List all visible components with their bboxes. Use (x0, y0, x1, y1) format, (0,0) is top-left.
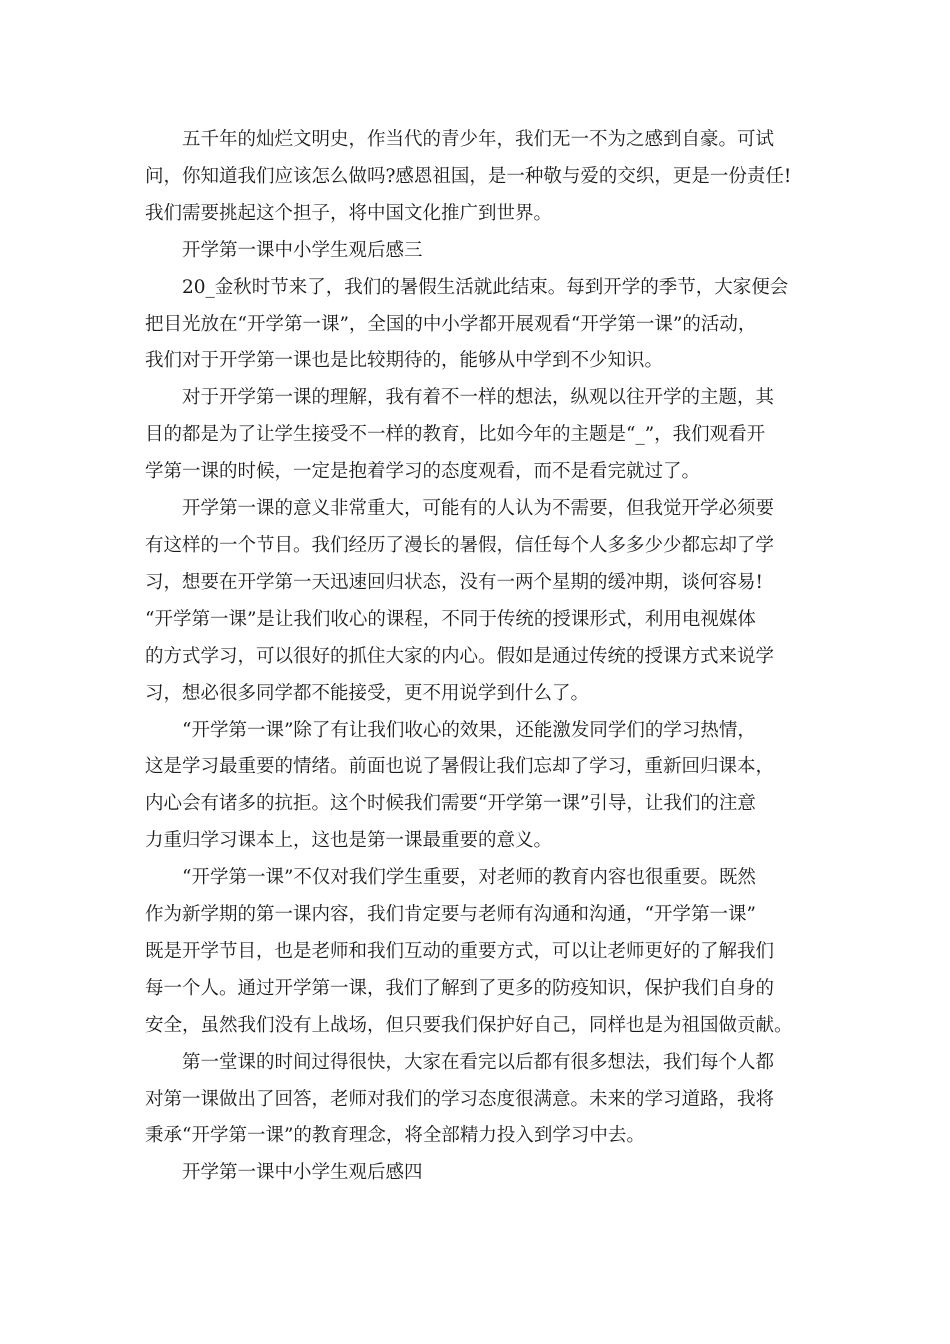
text-line: 每一个人。通过开学第一课，我们了解到了更多的防疫知识，保护我们自身的 (145, 977, 775, 999)
text-line: 开学第一课的意义非常重大，可能有的人认为不需要，但我觉开学必须要 (182, 498, 775, 520)
text-line: 习，想必很多同学都不能接受，更不用说学到什么了。 (145, 682, 590, 704)
text-line: 这是学习最重要的情绪。前面也说了暑假让我们忘却了学习，重新回归课本， (145, 756, 775, 778)
text-line: 对第一课做出了回答，老师对我们的学习态度很满意。未来的学习道路，我将 (145, 1088, 775, 1110)
paragraph (145, 1045, 807, 1156)
text-line: 对于开学第一课的理解，我有着不一样的想法，纵观以往开学的主题，其 (182, 387, 775, 409)
paragraph (145, 713, 807, 861)
text-line: 我们需要挑起这个担子，将中国文化推广到世界。 (145, 202, 553, 224)
paragraph (145, 270, 807, 381)
text-line: 有这样的一个节目。我们经历了漫长的暑假，信任每个人多多少少都忘却了学 (145, 534, 775, 556)
text-line: “开学第一课”除了有让我们收心的效果，还能激发同学们的学习热情， (182, 719, 756, 741)
text-line: 20_金秋时节来了，我们的暑假生活就此结束。每到开学的季节，大家便会 (182, 276, 789, 298)
text-line: 秉承“开学第一课”的教育理念，将全部精力投入到学习中去。 (145, 1125, 645, 1147)
paragraph (145, 491, 807, 712)
text-line: 我们对于开学第一课也是比较期待的，能够从中学到不少知识。 (145, 350, 664, 372)
text-line: 目的都是为了让学生接受不一样的教育，比如今年的主题是“_”，我们观看开 (145, 424, 766, 446)
text-line: 开学第一课中小学生观后感三 (182, 239, 423, 261)
text-line: 问，你知道我们应该怎么做吗?感恩祖国，是一种敬与爱的交织，更是一份责任! (145, 165, 792, 187)
text-line: 力重归学习课本上，这也是第一课最重要的意义。 (145, 830, 553, 852)
document-body (145, 122, 807, 1192)
text-line: 作为新学期的第一课内容，我们肯定要与老师有沟通和沟通，“开学第一课” (145, 904, 756, 926)
section-heading (145, 233, 807, 270)
paragraph (145, 860, 807, 1045)
text-line: 五千年的灿烂文明史，作当代的青少年，我们无一不为之感到自豪。可试 (182, 129, 775, 150)
text-line: “开学第一课”是让我们收心的课程，不同于传统的授课形式，利用电视媒体 (145, 608, 756, 630)
text-line: 的方式学习，可以很好的抓住大家的内心。假如是通过传统的授课方式来说学 (145, 645, 775, 667)
text-line: 第一堂课的时间过得很快，大家在看完以后都有很多想法，我们每个人都 (182, 1051, 775, 1073)
paragraph (145, 380, 807, 491)
text-line: 学第一课的时候，一定是抱着学习的态度观看，而不是看完就过了。 (145, 461, 701, 483)
section-heading (145, 1155, 807, 1192)
text-line: 既是开学节目，也是老师和我们互动的重要方式，可以让老师更好的了解我们 (145, 940, 775, 962)
text-line: “开学第一课”不仅对我们学生重要，对老师的教育内容也很重要。既然 (182, 867, 756, 889)
paragraph (145, 122, 807, 233)
text-line: 开学第一课中小学生观后感四 (182, 1162, 423, 1184)
text-line: 把目光放在“开学第一课”，全国的中小学都开展观看“开学第一课”的活动， (145, 313, 757, 335)
text-line: 习，想要在开学第一天迅速回归状态，没有一两个星期的缓冲期，谈何容易! (145, 571, 763, 593)
text-line: 安全，虽然我们没有上战场，但只要我们保护好自己，同样也是为祖国做贡献。 (145, 1014, 793, 1036)
text-line: 内心会有诸多的抗拒。这个时候我们需要“开学第一课”引导，让我们的注意 (145, 793, 756, 815)
